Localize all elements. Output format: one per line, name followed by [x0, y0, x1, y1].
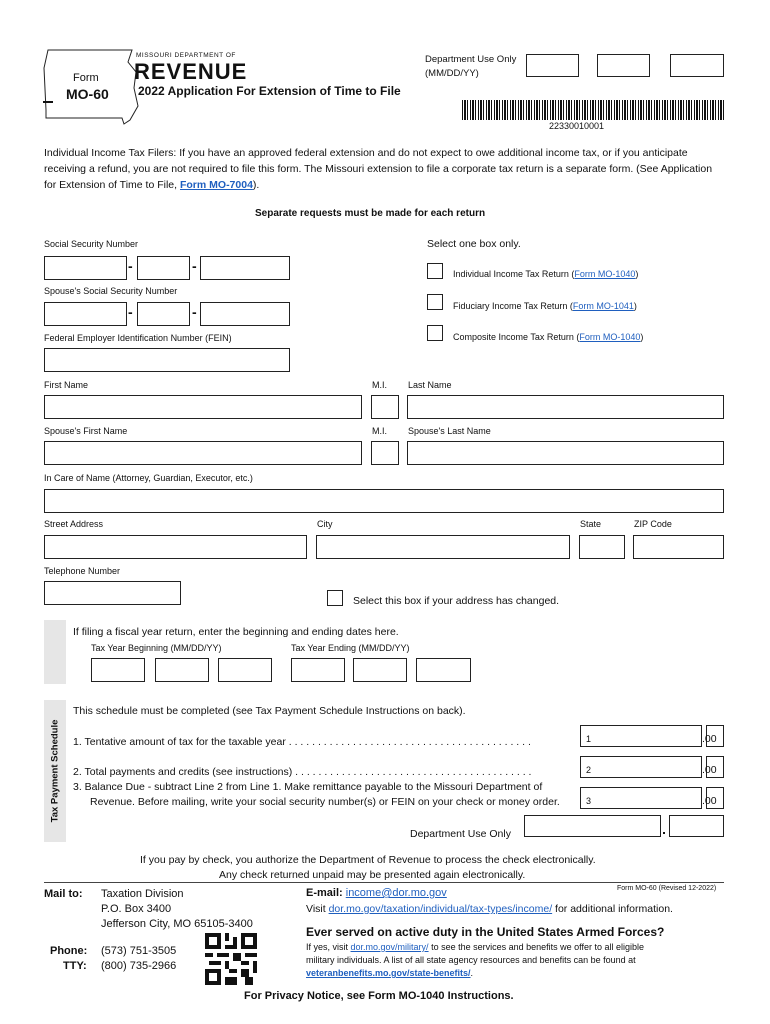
dept-use-amount[interactable]	[524, 815, 661, 837]
fiduciary-return-label: Fiduciary Income Tax Return (	[453, 301, 573, 311]
fein-input[interactable]	[44, 348, 290, 372]
ssn-part-1[interactable]	[44, 256, 127, 280]
spouse-last-name-label: Spouse's Last Name	[408, 426, 491, 436]
ssn-dash-2: -	[192, 258, 197, 274]
form-title: 2022 Application For Extension of Time to File	[138, 84, 401, 98]
city-label: City	[317, 519, 333, 529]
dept-use-only-label: Department Use Only	[425, 54, 517, 65]
spouse-mi-label: M.I.	[372, 426, 387, 436]
form-number: MO-60	[66, 86, 109, 102]
visit-row	[306, 903, 673, 915]
first-name-label: First Name	[44, 380, 89, 390]
telephone-input[interactable]	[44, 581, 181, 605]
spouse-ssn-part-1[interactable]	[44, 302, 127, 326]
form-mo-1040-link[interactable]: Form MO-1040	[574, 269, 636, 279]
armed-forces-heading: Ever served on active duty in the United States Armed Forces?	[306, 925, 665, 939]
agency-logo: REVENUE	[134, 59, 248, 84]
form-mo-1041-link[interactable]: Form MO-1041	[572, 301, 634, 311]
line-3-text-b: Revenue. Before mailing, write your social security number(s) or FEIN on your check or money order.	[90, 796, 560, 808]
tax-year-beginning-label: Tax Year Beginning (MM/DD/YY)	[91, 643, 222, 653]
fiduciary-return-checkbox[interactable]	[427, 294, 443, 310]
individual-return-option	[453, 269, 638, 279]
line-1-text: 1. Tentative amount of tax for the taxable year . . . . . . . . . . . . . . . . . . . . . . . . . . . . . . . . . . . . . . . . . .	[73, 736, 531, 748]
armed-forces-line-2: military individuals. A list of all state agency resources and benefits can be found at	[306, 955, 636, 965]
spouse-first-name-label: Spouse's First Name	[44, 426, 128, 436]
veteran-benefits-link[interactable]: veteranbenefits.mo.gov/state-benefits/	[306, 968, 471, 978]
agency-small: MISSOURI DEPARTMENT OF	[136, 52, 236, 59]
email-row	[306, 887, 447, 899]
state-label: State	[580, 519, 602, 529]
mail-address-line-3: Jefferson City, MO 65105-3400	[101, 918, 253, 930]
dept-use-dot	[663, 832, 665, 834]
street-address-label: Street Address	[44, 519, 104, 529]
form-number-dash	[43, 101, 53, 103]
form-mo-1040-composite-link[interactable]: Form MO-1040	[579, 332, 641, 342]
tty-number: (800) 735-2966	[101, 960, 177, 972]
spouse-mi-input[interactable]	[371, 441, 399, 465]
email-link[interactable]: income@dor.mo.gov	[345, 887, 447, 899]
tax-year-end-yy[interactable]	[416, 658, 471, 682]
tty-label: TTY:	[63, 960, 87, 972]
intro-paragraph	[44, 145, 724, 193]
military-link[interactable]: dor.mo.gov/military/	[350, 942, 429, 952]
mail-address-line-1: Taxation Division	[101, 888, 184, 900]
fiscal-heading: If filing a fiscal year return, enter the beginning and ending dates here.	[73, 626, 399, 638]
qr-code-icon	[205, 933, 257, 985]
tax-year-end-dd[interactable]	[353, 658, 407, 682]
check-notice-line-1: If you pay by check, you authorize the Department of Revenue to process the check electronically.	[140, 854, 596, 866]
schedule-intro: This schedule must be completed (see Tax Payment Schedule Instructions on back).	[73, 705, 466, 717]
ssn-dash-1: -	[128, 258, 133, 274]
individual-return-label: Individual Income Tax Return (	[453, 269, 575, 279]
spouse-ssn-label: Spouse's Social Security Number	[44, 286, 178, 296]
mi-input[interactable]	[371, 395, 399, 419]
zip-input[interactable]	[633, 535, 724, 559]
ssn-part-3[interactable]	[200, 256, 290, 280]
line-1-number: 1	[586, 734, 592, 744]
line-3-text-a: 3. Balance Due - subtract Line 2 from Line 1. Make remittance payable to the Missouri Department of	[73, 781, 543, 793]
tax-year-begin-dd[interactable]	[155, 658, 209, 682]
footer-divider	[44, 882, 724, 883]
email-label: E-mail:	[306, 887, 343, 899]
line-3-cents-label: .00	[702, 795, 717, 807]
tax-year-begin-mm[interactable]	[91, 658, 145, 682]
date-format-label: (MM/DD/YY)	[425, 68, 479, 79]
care-of-label: In Care of Name (Attorney, Guardian, Executor, etc.)	[44, 473, 253, 483]
armed-forces-text-1: If yes, visit	[306, 942, 349, 952]
schedule-dept-use-only: Department Use Only	[410, 828, 511, 840]
privacy-notice: For Privacy Notice, see Form MO-1040 Instructions.	[244, 990, 514, 1002]
spouse-ssn-part-3[interactable]	[200, 302, 290, 326]
street-address-input[interactable]	[44, 535, 307, 559]
first-name-input[interactable]	[44, 395, 362, 419]
armed-forces-line-1	[306, 942, 644, 952]
dept-use-date-2[interactable]	[597, 54, 650, 77]
fiduciary-return-option	[453, 301, 637, 311]
barcode	[462, 100, 724, 120]
visit-label: Visit	[306, 903, 326, 915]
composite-return-end: )	[640, 332, 644, 342]
revised-label: Form MO-60 (Revised 12-2022)	[617, 885, 717, 892]
check-notice-line-2: Any check returned unpaid may be presented again electronically.	[219, 869, 526, 881]
spouse-last-name-input[interactable]	[407, 441, 724, 465]
line-2-amount[interactable]	[580, 756, 702, 778]
fiduciary-return-end: )	[633, 301, 637, 311]
last-name-input[interactable]	[407, 395, 724, 419]
mi-label: M.I.	[372, 380, 387, 390]
mail-to-label: Mail to:	[44, 888, 83, 900]
line-2-text: 2. Total payments and credits (see instructions) . . . . . . . . . . . . . . . . . . . . . . . . . . . . . . . . . . . . . . . . .	[73, 766, 532, 778]
intro-text: Individual Income Tax Filers: If you have an approved federal extension and do not expect to owe additional income tax, or if you anticipate receiving a refund, you are not required to file this form. The Missouri extension to file a corporate tax return is a separate form. (See Application for Extension of Time to File,	[44, 147, 713, 191]
line-3-number: 3	[586, 796, 592, 806]
fiscal-side-bar	[44, 620, 66, 684]
state-input[interactable]	[579, 535, 625, 559]
phone-label: Phone:	[50, 945, 88, 957]
composite-return-option	[453, 332, 643, 342]
schedule-side-label: Tax Payment Schedule	[49, 719, 61, 823]
spouse-first-name-input[interactable]	[44, 441, 362, 465]
individual-return-checkbox[interactable]	[427, 263, 443, 279]
last-name-label: Last Name	[408, 380, 452, 390]
composite-return-checkbox[interactable]	[427, 325, 443, 341]
line-1-amount[interactable]	[580, 725, 702, 747]
composite-return-label: Composite Income Tax Return (	[453, 332, 580, 342]
spouse-ssn-dash-2: -	[192, 304, 197, 320]
mail-address-line-2: P.O. Box 3400	[101, 903, 172, 915]
tax-year-end-mm[interactable]	[291, 658, 345, 682]
form-mo-7004-link[interactable]: Form MO-7004	[179, 179, 253, 191]
form-label: Form	[73, 72, 99, 84]
line-2-number: 2	[586, 765, 592, 775]
fein-label: Federal Employer Identification Number (FEIN)	[44, 333, 232, 343]
income-website-link[interactable]: dor.mo.gov/taxation/individual/tax-types/income/	[328, 903, 553, 915]
armed-forces-text-2: to see the services and benefits we offer to all eligible	[431, 942, 645, 952]
ssn-part-2[interactable]	[137, 256, 190, 280]
intro-end: ).	[252, 179, 260, 191]
dept-use-date-3[interactable]	[670, 54, 724, 77]
barcode-number: 22330010001	[549, 121, 605, 131]
dept-use-date-1[interactable]	[526, 54, 579, 77]
select-one-heading: Select one box only.	[427, 238, 521, 250]
line-1-cents-label: .00	[702, 733, 717, 745]
address-changed-label: Select this box if your address has changed.	[353, 595, 560, 607]
spouse-ssn-part-2[interactable]	[137, 302, 190, 326]
tax-year-ending-label: Tax Year Ending (MM/DD/YY)	[291, 643, 410, 653]
separate-requests-heading: Separate requests must be made for each return	[255, 208, 486, 219]
line-3-amount[interactable]	[580, 787, 702, 809]
care-of-input[interactable]	[44, 489, 724, 513]
phone-number: (573) 751-3505	[101, 945, 177, 957]
line-2-cents-label: .00	[702, 764, 717, 776]
address-changed-checkbox[interactable]	[327, 590, 343, 606]
ssn-label: Social Security Number	[44, 239, 139, 249]
spouse-ssn-dash-1: -	[128, 304, 133, 320]
armed-forces-line-3	[306, 968, 473, 978]
armed-forces-end: .	[470, 968, 474, 978]
individual-return-end: )	[635, 269, 639, 279]
visit-end: for additional information.	[555, 903, 673, 915]
dept-use-cents[interactable]	[669, 815, 724, 837]
city-input[interactable]	[316, 535, 570, 559]
tax-year-begin-yy[interactable]	[218, 658, 272, 682]
telephone-label: Telephone Number	[44, 566, 121, 576]
zip-label: ZIP Code	[634, 519, 672, 529]
